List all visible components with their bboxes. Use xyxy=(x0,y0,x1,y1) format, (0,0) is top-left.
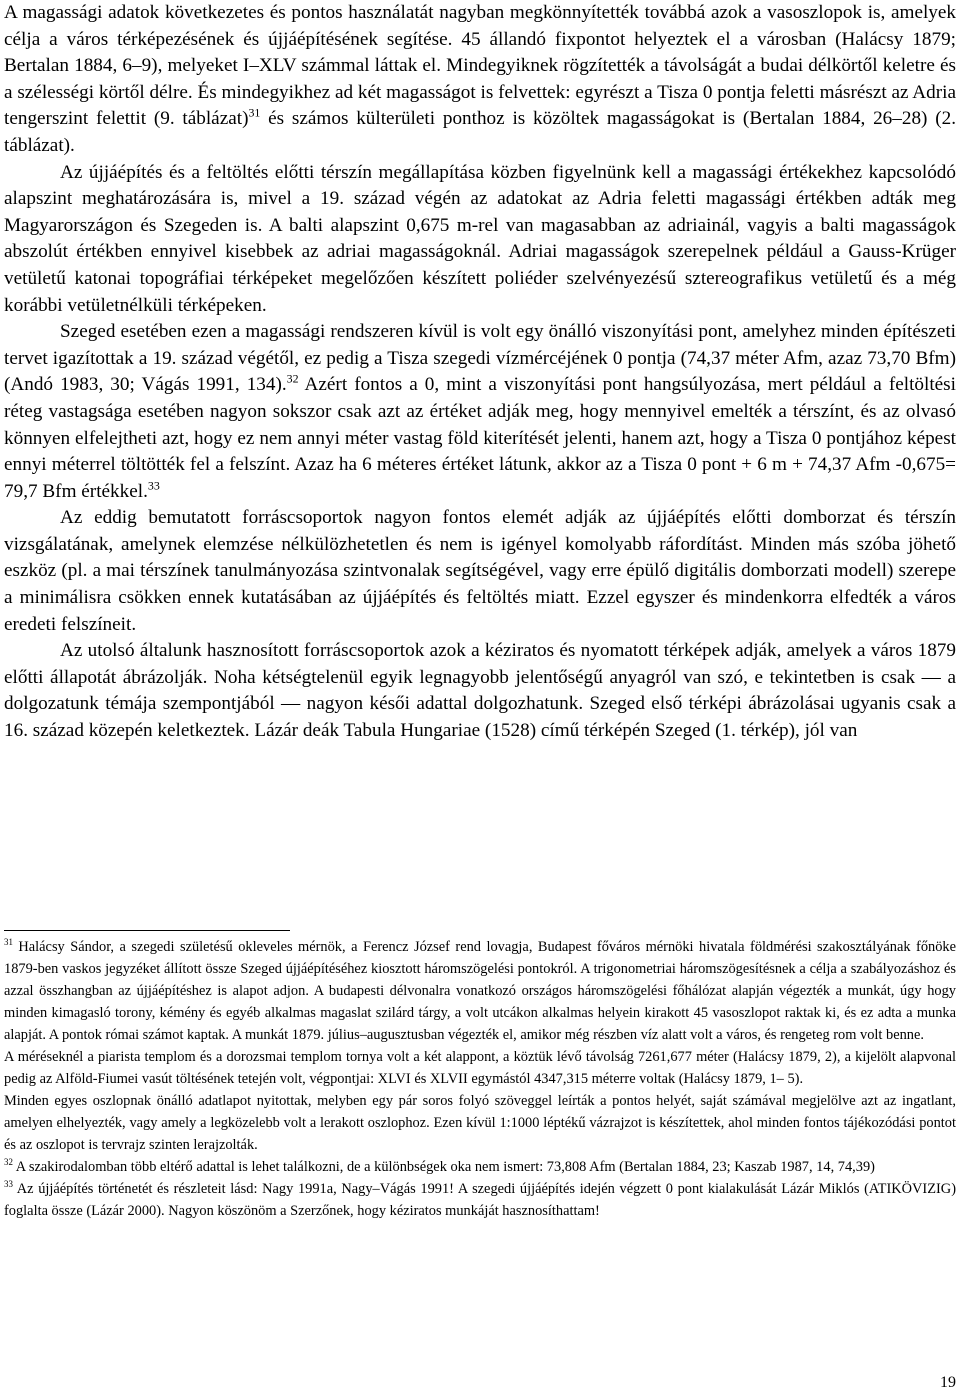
footnote-ref-33[interactable]: 33 xyxy=(147,478,160,493)
footnote-31-text: Halácsy Sándor, a szegedi születésű okleveles mérnök, a Ferencz József rend lovagja, Budapest főváros mérnöki hivatala földmérési szakosztályának főnöke 1879-ben vaskos jegyzéket állított össze Szeged újjáépítéséhez kiosztott háromszögelési pontokról. A trigonometriai háromszögesítésnek a célja a szabályozáshoz és azzal összhangban az újjáépítéshez is alapot adjon. A budapesti délvonalra vonatkozó országos háromszögelési főhálózat alapján végezték a munkát, úgy hogy minden kimagasló torony, kémény és egyéb alkalmas magaslat szilárd tárgy, a volt utcákon alkalmas helyein kirakott 45 vasoszlopot raktak ki, és ez adta a munka alapját. A pontok római számot kaptak. A munkát 1879. július–augusztusban végezték el, amikor még részben víz alatt volt a város, és rengeteg rom volt benne. xyxy=(4,939,956,1043)
paragraph-1-text-a: A magassági adatok következetes és pontos használatát nagyban megkönnyítették továbbá azok a vasoszlopok is, amelyek célja a város térképezésének és újjáépítésének segítése. 45 állandó fixpontot helyeztek el a városban (Halácsy 1879; Bertalan 1884, 6–9), melyeket I–XLV számmal láttak el. Mindegyiknek rögzítették a távolságát a budai délkörtől keletre és a szélességi körtől délre. És mindegyikhez ad két magasságot is felvettek: egyrészt a Tisza 0 pontja feletti másrészt az Adria tengerszint felettit (9. táblázat) xyxy=(4,2,956,130)
footnote-ref-32[interactable]: 32 xyxy=(286,371,299,386)
paragraph-3-text-a: Szeged esetében ezen a magassági rendszeren kívül is volt egy önálló viszonyítási pont, amelyhez minden építészeti tervet igazítottak a 19. század végétől, ez pedig a Tisza szegedi vízmércéjének 0 pontja (74,37 méter Afm, azaz 73,70 Bfm) (Andó 1983, 30; Vágás 1991, 134). xyxy=(4,321,956,396)
paragraph-5: Az utolsó általunk hasznosított forráscsoportok azok a kéziratos és nyomatott térképek adják, amelyek a város 1879 előtti állapotát ábrázolják. Noha kétségtelenül egyik legnagyobb jelentőségű anyagról van szó, e tekintetben is csak — a dolgozatunk témája szempontjából — nagyon késői adattal dolgozhatunk. Szeged első térképi ábrázolásai ugyanis csak a 16. század közepén keletkeztek. Lázár deák Tabula Hungariae (1528) című térképén Szeged (1. térkép), jól van xyxy=(4,640,956,742)
footnote-31-paragraph-2: A méréseknél a piarista templom és a dorozsmai templom tornya volt a két alappont, a köztük lévő távolság 7261,677 méter (Halácsy 1879, 2), a kijelölt alapvonal pedig az Alföld-Fiumei vasút töltésének tetején volt, végpontjai: XLVI és XLVII egymástól 4347,315 méterre voltak (Halácsy 1879, 1– 5). xyxy=(4,1049,956,1087)
paragraph-3 xyxy=(4,319,956,505)
footnote-31-paragraph-3: Minden egyes oszlopnak önálló adatlapot nyitottak, melyben egy pár soros folyó szöveggel leírták a pontos helyét, saját számával megjelölve azt az ingatlant, amelyen elhelyezték, vagy amely a legközelebb volt a lerakott oszlophoz. Ezen kívül 1:1000 léptékű vázrajzot is készítettek, ahol minden fontos tájékozódási pontot és az oszlopot is tervrajz szinten lerajzolták. xyxy=(4,1093,956,1153)
page-number: 19 xyxy=(940,1374,956,1391)
body-text xyxy=(4,0,956,745)
footnote-32 xyxy=(4,1156,956,1178)
footnote-33-number: 33 xyxy=(4,1179,13,1190)
footnotes xyxy=(4,936,956,1222)
paragraph-3-text-b: Azért fontos a 0, mint a viszonyítási pont hangsúlyozása, mert például a feltöltési réteg vastagsága esetében nagyon sokszor csak azt az értéket adják meg, hogy mennyivel emelték a térszínt, és az olvasó könnyen elfelejtheti azt, hogy ez nem annyi méter vastag föld kiterítését jelenti, hanem azt, hogy a Tisza 0 pontjához képest ennyi méterrel töltötték fel a felszínt. Azaz ha 6 méteres értéket látunk, akkor az a Tisza 0 pont + 6 m + 74,37 Afm -0,675= 79,7 Bfm értékkel. xyxy=(4,374,956,502)
footnote-33 xyxy=(4,1178,956,1222)
footnote-ref-31[interactable]: 31 xyxy=(248,105,261,120)
footnote-33-text: Az újjáépítés történetét és részleteit lásd: Nagy 1991a, Nagy–Vágás 1991! A szegedi újjáépítés idején végzett 0 pont kialakulását Lázár Miklós (ATIKÖVIZIG) foglalta össze (Lázár 2000). Nagyon köszönöm a Szerzőnek, hogy kéziratos munkáját hasznosíthattam! xyxy=(4,1181,956,1219)
paragraph-1-text-b: és számos külterületi ponthoz is közöltek magasságokat is (Bertalan 1884, 26–28) (2. táblázat). xyxy=(4,108,956,156)
footnote-32-number: 32 xyxy=(4,1157,13,1168)
footnote-separator xyxy=(4,930,290,931)
footnote-32-text: A szakirodalomban több eltérő adattal is lehet találkozni, de a különbségek oka nem ismert: 73,808 Afm (Bertalan 1884, 23; Kaszab 1987, 14, 74,39) xyxy=(12,1159,875,1175)
document-page xyxy=(4,0,956,1398)
footnote-31 xyxy=(4,936,956,1046)
paragraph-2: Az újjáépítés és a feltöltés előtti térszín megállapítása közben figyelnünk kell a magassági értékekhez kapcsolódó alapszint meghatározására is, mivel a 19. század végén az adatokat az Adria feletti magassági értékben adták meg Magyarországon és Szegeden is. A balti alapszint 0,675 m-rel van magasabban az adriainál, vagyis a balti magasságok abszolút értékben ennyivel kisebbek az adriai magasságoknál. Adriai magasságok szerepelnek például a Gauss-Krüger vetületű katonai topográfiai térképeket megelőzően készített poliéder szelvényezésű sztereografikus vetületű és a még korábbi vetületnélküli térképeken. xyxy=(4,161,956,316)
paragraph-1 xyxy=(4,0,956,160)
paragraph-4: Az eddig bemutatott forráscsoportok nagyon fontos elemét adják az újjáépítés előtti domborzat és térszín vizsgálatának, amelynek elemzése nélkülözhetetlen és nem is igényel komolyabb ráfordítást. Minden más szóba jöhető eszköz (pl. a mai térszínek tanulmányozása szintvonalak segítségével, vagy erre épülő digitális domborzati modell) szerepe a minimálisra csökken ennek kutatásában az újjáépítés és feltöltés miatt. Ezzel egyszer és mindenkorra elfedték a város eredeti felszíneit. xyxy=(4,507,956,635)
footnote-31-number: 31 xyxy=(4,937,13,948)
